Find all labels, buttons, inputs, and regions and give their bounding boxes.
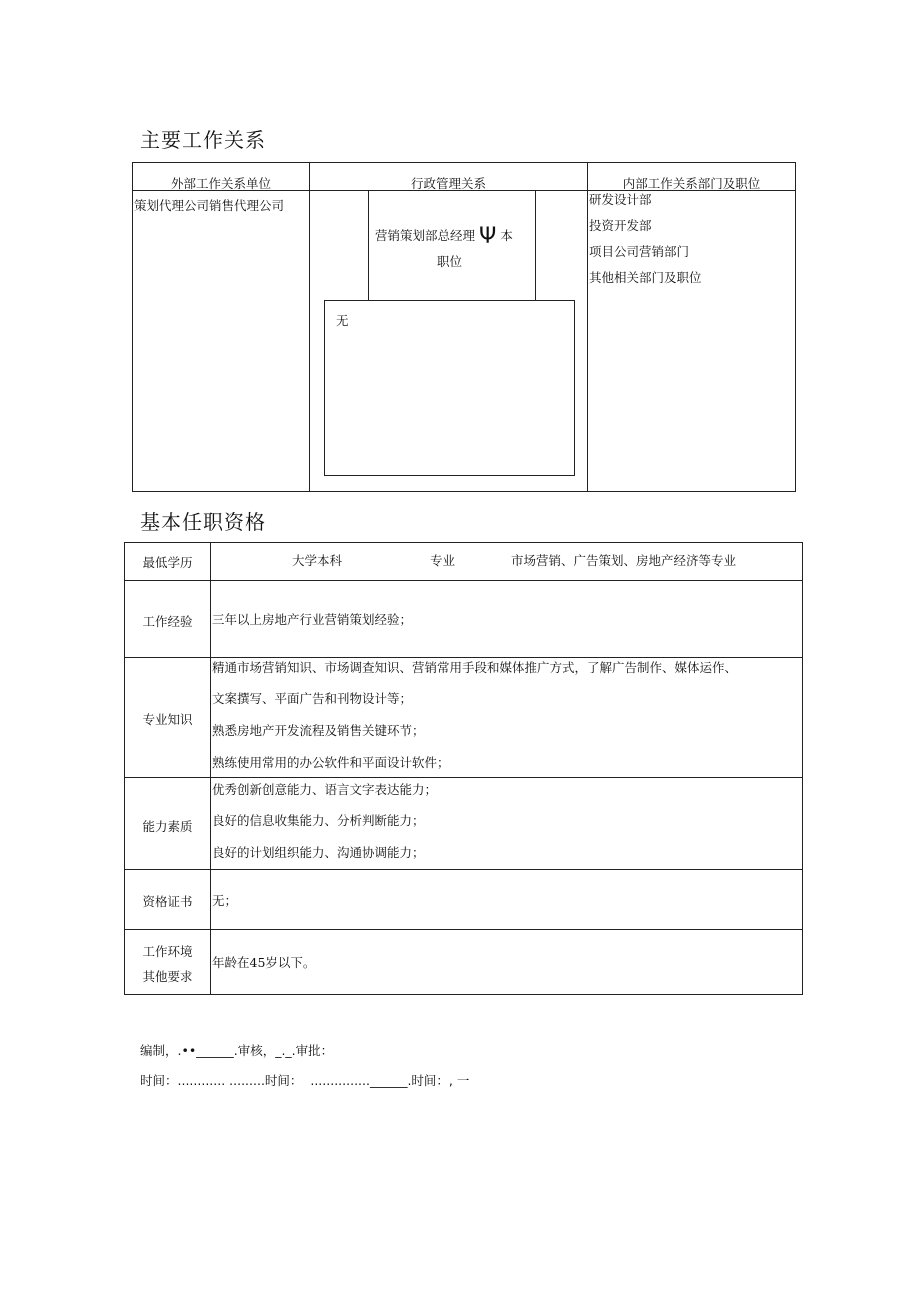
- internal-item-4: 其他相关部门及职位: [589, 270, 702, 285]
- other-requirements-label: 其他要求: [142, 969, 193, 984]
- admin-superior-label: 营销策划部总经理: [375, 228, 476, 243]
- subordinate-box: [324, 300, 575, 476]
- date-line: 时间：............ .........时间： ...............______.时间：, 一: [140, 1073, 470, 1088]
- admin-superior: [375, 224, 513, 249]
- internal-item-1: 研发设计部: [589, 192, 652, 207]
- knowledge-line-2: 文案撰写、平面广告和刊物设计等；: [212, 691, 413, 706]
- experience-text: 三年以上房地产行业营销策划经验；: [212, 612, 413, 627]
- ability-line-1: 优秀创新创意能力、语言文字表达能力；: [212, 782, 438, 797]
- knowledge-line-1: 精通市场营销知识、市场调查知识、营销常用手段和媒体推广方式，了解广告制作、媒体运作、: [212, 660, 738, 675]
- internal-item-2: 投资开发部: [589, 218, 652, 233]
- experience-label: 工作经验: [142, 614, 193, 629]
- knowledge-line-4: 熟练使用常用的办公软件和平面设计软件；: [212, 755, 450, 770]
- education-label: 最低学历: [142, 555, 193, 570]
- admin-subordinate: 无: [336, 313, 349, 328]
- ability-line-3: 良好的计划组织能力、沟通协调能力；: [212, 845, 425, 860]
- environment-label: 工作环境: [142, 944, 193, 959]
- major-value: 市场营销、广告策划、房地产经济等专业: [511, 553, 737, 568]
- internal-item-3: 项目公司营销部门: [589, 244, 690, 259]
- environment-text: 年龄在45岁以下。: [212, 955, 316, 970]
- header-internal: 内部工作关系部门及职位: [622, 176, 761, 191]
- ability-label: 能力素质: [142, 819, 193, 834]
- header-external: 外部工作关系单位: [170, 176, 271, 191]
- knowledge-line-3: 熟悉房地产开发流程及销售关键环节；: [212, 723, 425, 738]
- psi-symbol: Ψ: [479, 224, 497, 249]
- education-degree: 大学本科: [292, 553, 343, 568]
- signoff-line: 编制，.••______.审核，_._.审批：: [140, 1043, 334, 1058]
- knowledge-label: 专业知识: [142, 712, 193, 727]
- major-label: 专业: [430, 553, 456, 568]
- certificate-text: 无；: [212, 893, 238, 908]
- external-units: 策划代理公司销售代理公司: [134, 198, 285, 213]
- ability-line-2: 良好的信息收集能力、分析判断能力；: [212, 813, 425, 828]
- qualifications-title: 基本任职资格: [140, 510, 266, 534]
- header-admin: 行政管理关系: [410, 176, 486, 191]
- admin-self-label-a: 本: [500, 228, 513, 243]
- certificate-label: 资格证书: [142, 894, 193, 909]
- relations-title: 主要工作关系: [140, 128, 266, 152]
- admin-self-label-b: 职位: [437, 254, 463, 269]
